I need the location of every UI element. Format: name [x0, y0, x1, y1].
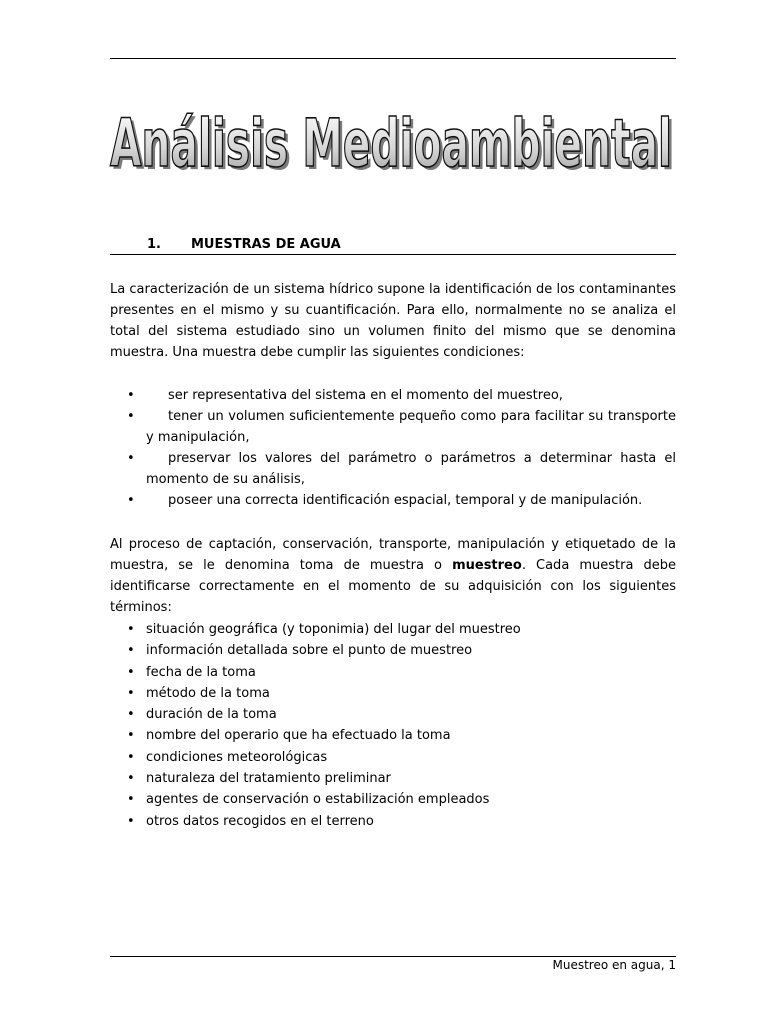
bullet-icon: •	[127, 749, 135, 765]
bullet-icon: •	[127, 707, 135, 723]
bullet-icon: •	[127, 388, 135, 403]
header-rule	[110, 58, 676, 59]
term-text: nombre del operario que ha efectuado la toma	[146, 728, 451, 744]
condition-text: ser representativa del sistema en el momento del muestreo,	[168, 388, 563, 403]
term-text: naturaleza del tratamiento preliminar	[146, 771, 391, 787]
title-text: Análisis Medioambiental	[110, 105, 672, 179]
list-item	[110, 747, 676, 768]
list-item	[110, 725, 676, 746]
document-title	[108, 103, 683, 179]
sampling-text-before: Al proceso de captación, conservación, transporte, manipulación y etiquetado de la muestra, se le denomina toma de muestra o	[110, 537, 676, 573]
bullet-icon: •	[127, 685, 135, 701]
list-item	[110, 683, 676, 704]
term-text: otros datos recogidos en el terreno	[146, 813, 374, 829]
bullet-icon: •	[127, 493, 135, 508]
title-shadow: Análisis Medioambiental	[113, 108, 675, 179]
term-text: situación geográfica (y toponimia) del lugar del muestreo	[146, 622, 521, 637]
list-item	[110, 448, 676, 490]
section-heading	[110, 236, 676, 255]
bullet-icon: •	[127, 409, 135, 424]
sampling-text-after: . Cada muestra debe identificarse correctamente en el momento de su adquisición con los siguientes términos:	[110, 558, 677, 615]
list-item	[110, 406, 676, 448]
section-title: MUESTRAS DE AGUA	[191, 237, 341, 252]
bullet-icon: •	[127, 771, 135, 787]
condition-text: tener un volumen suficientemente pequeño como para facilitar su transporte y manipulación,	[146, 409, 676, 445]
terms-list	[110, 619, 676, 832]
list-item	[110, 640, 676, 661]
list-item	[110, 789, 676, 810]
bullet-icon: •	[127, 664, 135, 680]
intro-paragraph: La caracterización de un sistema hídrico supone la identificación de los contaminantes presentes en el mismo y su cuantificación. Para ello, normalmente no se analiza el total del sistema estudiado sino un volumen finito del mismo que se denomina muestra. Una muestra debe cumplir las siguientes condiciones:	[110, 282, 676, 360]
sampling-paragraph	[110, 534, 676, 618]
bullet-icon: •	[127, 451, 135, 466]
list-item	[110, 704, 676, 725]
bullet-icon: •	[127, 622, 135, 637]
bullet-icon: •	[127, 813, 135, 829]
sampling-term-bold: muestreo	[452, 558, 522, 573]
list-item	[110, 662, 676, 683]
bullet-icon: •	[127, 792, 135, 808]
bullet-icon: •	[127, 643, 135, 659]
list-item	[110, 490, 676, 511]
page-footer: Muestreo en agua, 1	[552, 958, 676, 972]
term-text: duración de la toma	[146, 707, 277, 723]
list-item	[110, 619, 676, 640]
list-item	[110, 811, 676, 832]
condition-text: preservar los valores del parámetro o parámetros a determinar hasta el momento de su análisis,	[146, 451, 676, 487]
section-number: 1.	[147, 237, 161, 252]
list-item	[110, 768, 676, 789]
list-item	[110, 385, 676, 406]
term-text: agentes de conservación o estabilización empleados	[146, 792, 490, 808]
term-text: fecha de la toma	[146, 664, 256, 680]
conditions-list	[110, 385, 676, 511]
term-text: condiciones meteorológicas	[146, 749, 328, 765]
term-text: método de la toma	[146, 685, 270, 701]
title-wordart	[108, 103, 683, 179]
condition-text: poseer una correcta identificación espacial, temporal y de manipulación.	[168, 493, 643, 508]
bullet-icon: •	[127, 728, 135, 744]
term-text: información detallada sobre el punto de muestreo	[146, 643, 473, 659]
